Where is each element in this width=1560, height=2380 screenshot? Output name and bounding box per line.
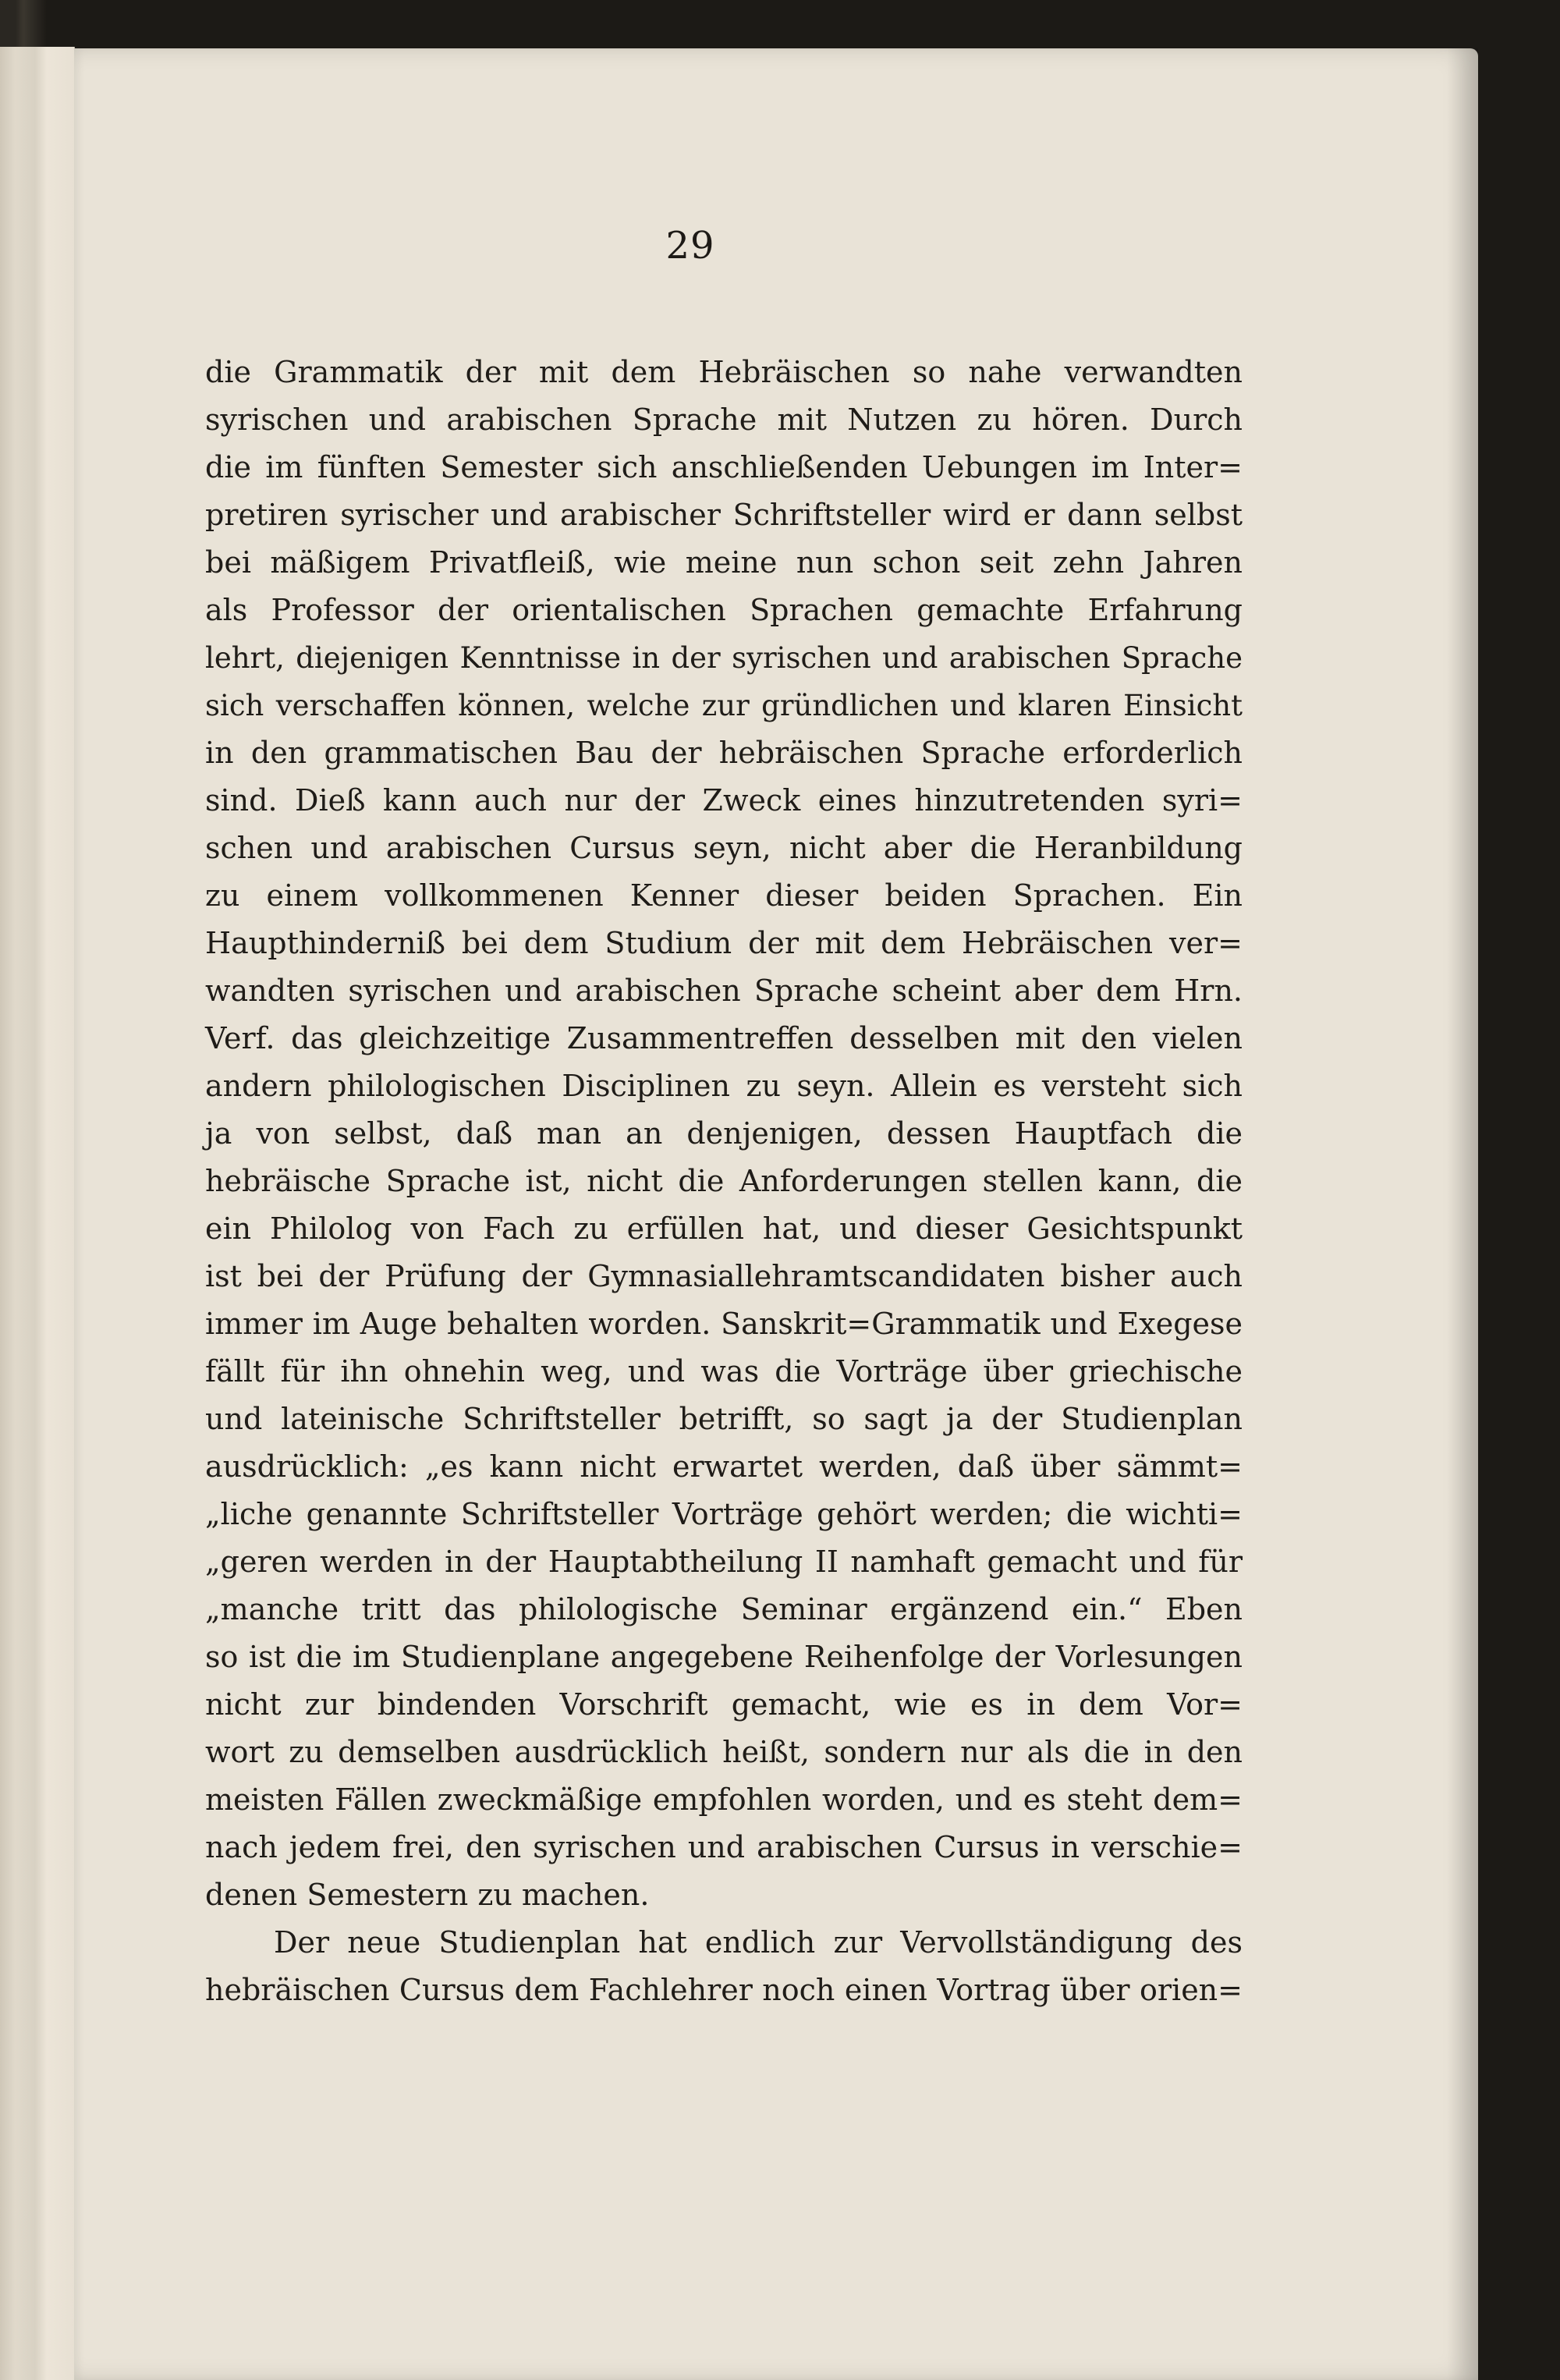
book-page [74,48,1478,2380]
page-edge-left [0,47,75,2380]
text-line: „geren werden in der Hauptabtheilung II namhaft gemacht und für [205,1545,1243,1579]
text-line: denen Semestern zu machen. [205,1878,650,1912]
text-line: ja von selbst, daß man an denjenigen, dessen Hauptfach die [205,1116,1243,1151]
text-line: so ist die im Studienplane angegebene Reihenfolge der Vorlesungen [205,1640,1243,1674]
text-line: pretiren syrischer und arabischer Schriftsteller wird er dann selbst [205,498,1243,532]
text-line: fällt für ihn ohnehin weg, und was die Vorträge über griechische [205,1354,1243,1389]
text-line: bei mäßigem Privatfleiß, wie meine nun schon seit zehn Jahren [205,545,1243,580]
text-line: die Grammatik der mit dem Hebräischen so nahe verwandten [205,355,1243,389]
text-line: ein Philolog von Fach zu erfüllen hat, und dieser Gesichtspunkt [205,1211,1243,1246]
text-line: sind. Dieß kann auch nur der Zweck eines hinzutretenden syri= [205,783,1243,818]
text-line: lehrt, diejenigen Kenntnisse in der syrischen und arabischen Sprache [205,641,1243,675]
text-line: ist bei der Prüfung der Gymnasiallehramtscandidaten bisher auch [205,1259,1243,1293]
text-line: syrischen und arabischen Sprache mit Nutzen zu hören. Durch [205,403,1243,437]
text-line: in den grammatischen Bau der hebräischen Sprache erforderlich [205,736,1243,770]
text-line: nach jedem frei, den syrischen und arabischen Cursus in verschie= [205,1830,1243,1864]
text-line: „manche tritt das philologische Seminar ergänzend ein.“ Eben [205,1592,1243,1626]
text-line: Haupthinderniß bei dem Studium der mit dem Hebräischen ver= [205,926,1243,960]
text-line: meisten Fällen zweckmäßige empfohlen worden, und es steht dem= [205,1782,1243,1817]
text-line: als Professor der orientalischen Sprachen gemachte Erfahrung [205,593,1243,627]
page-shadow [1447,48,1478,2380]
body-text [205,349,1243,2014]
text-line: Der neue Studienplan hat endlich zur Vervollständigung des [274,1925,1243,1960]
text-line: die im fünften Semester sich anschließenden Uebungen im Inter= [205,450,1243,484]
text-line: und lateinische Schriftsteller betrifft, so sagt ja der Studienplan [205,1402,1243,1436]
text-line: andern philologischen Disciplinen zu seyn. Allein es versteht sich [205,1069,1243,1103]
text-line: wort zu demselben ausdrücklich heißt, sondern nur als die in den [205,1735,1243,1769]
text-line: sich verschaffen können, welche zur gründlichen und klaren Einsicht [205,689,1243,722]
text-line: „liche genannte Schriftsteller Vorträge gehört werden; die wichti= [205,1497,1243,1531]
text-line: schen und arabischen Cursus seyn, nicht aber die Heranbildung [205,831,1243,865]
text-line: immer im Auge behalten worden. Sanskrit=Grammatik und Exegese [205,1307,1243,1341]
text-line: Verf. das gleichzeitige Zusammentreffen desselben mit den vielen [205,1021,1243,1055]
page-number: 29 [665,224,715,268]
text-line: hebräischen Cursus dem Fachlehrer noch einen Vortrag über orien= [205,1973,1243,2007]
text-line: ausdrücklich: „es kann nicht erwartet werden, daß über sämmt= [205,1449,1243,1484]
text-line: wandten syrischen und arabischen Sprache scheint aber dem Hrn. [205,974,1243,1008]
text-line: hebräische Sprache ist, nicht die Anforderungen stellen kann, die [205,1164,1243,1198]
text-line: nicht zur bindenden Vorschrift gemacht, wie es in dem Vor= [205,1687,1243,1722]
text-line: zu einem vollkommenen Kenner dieser beiden Sprachen. Ein [205,878,1243,913]
